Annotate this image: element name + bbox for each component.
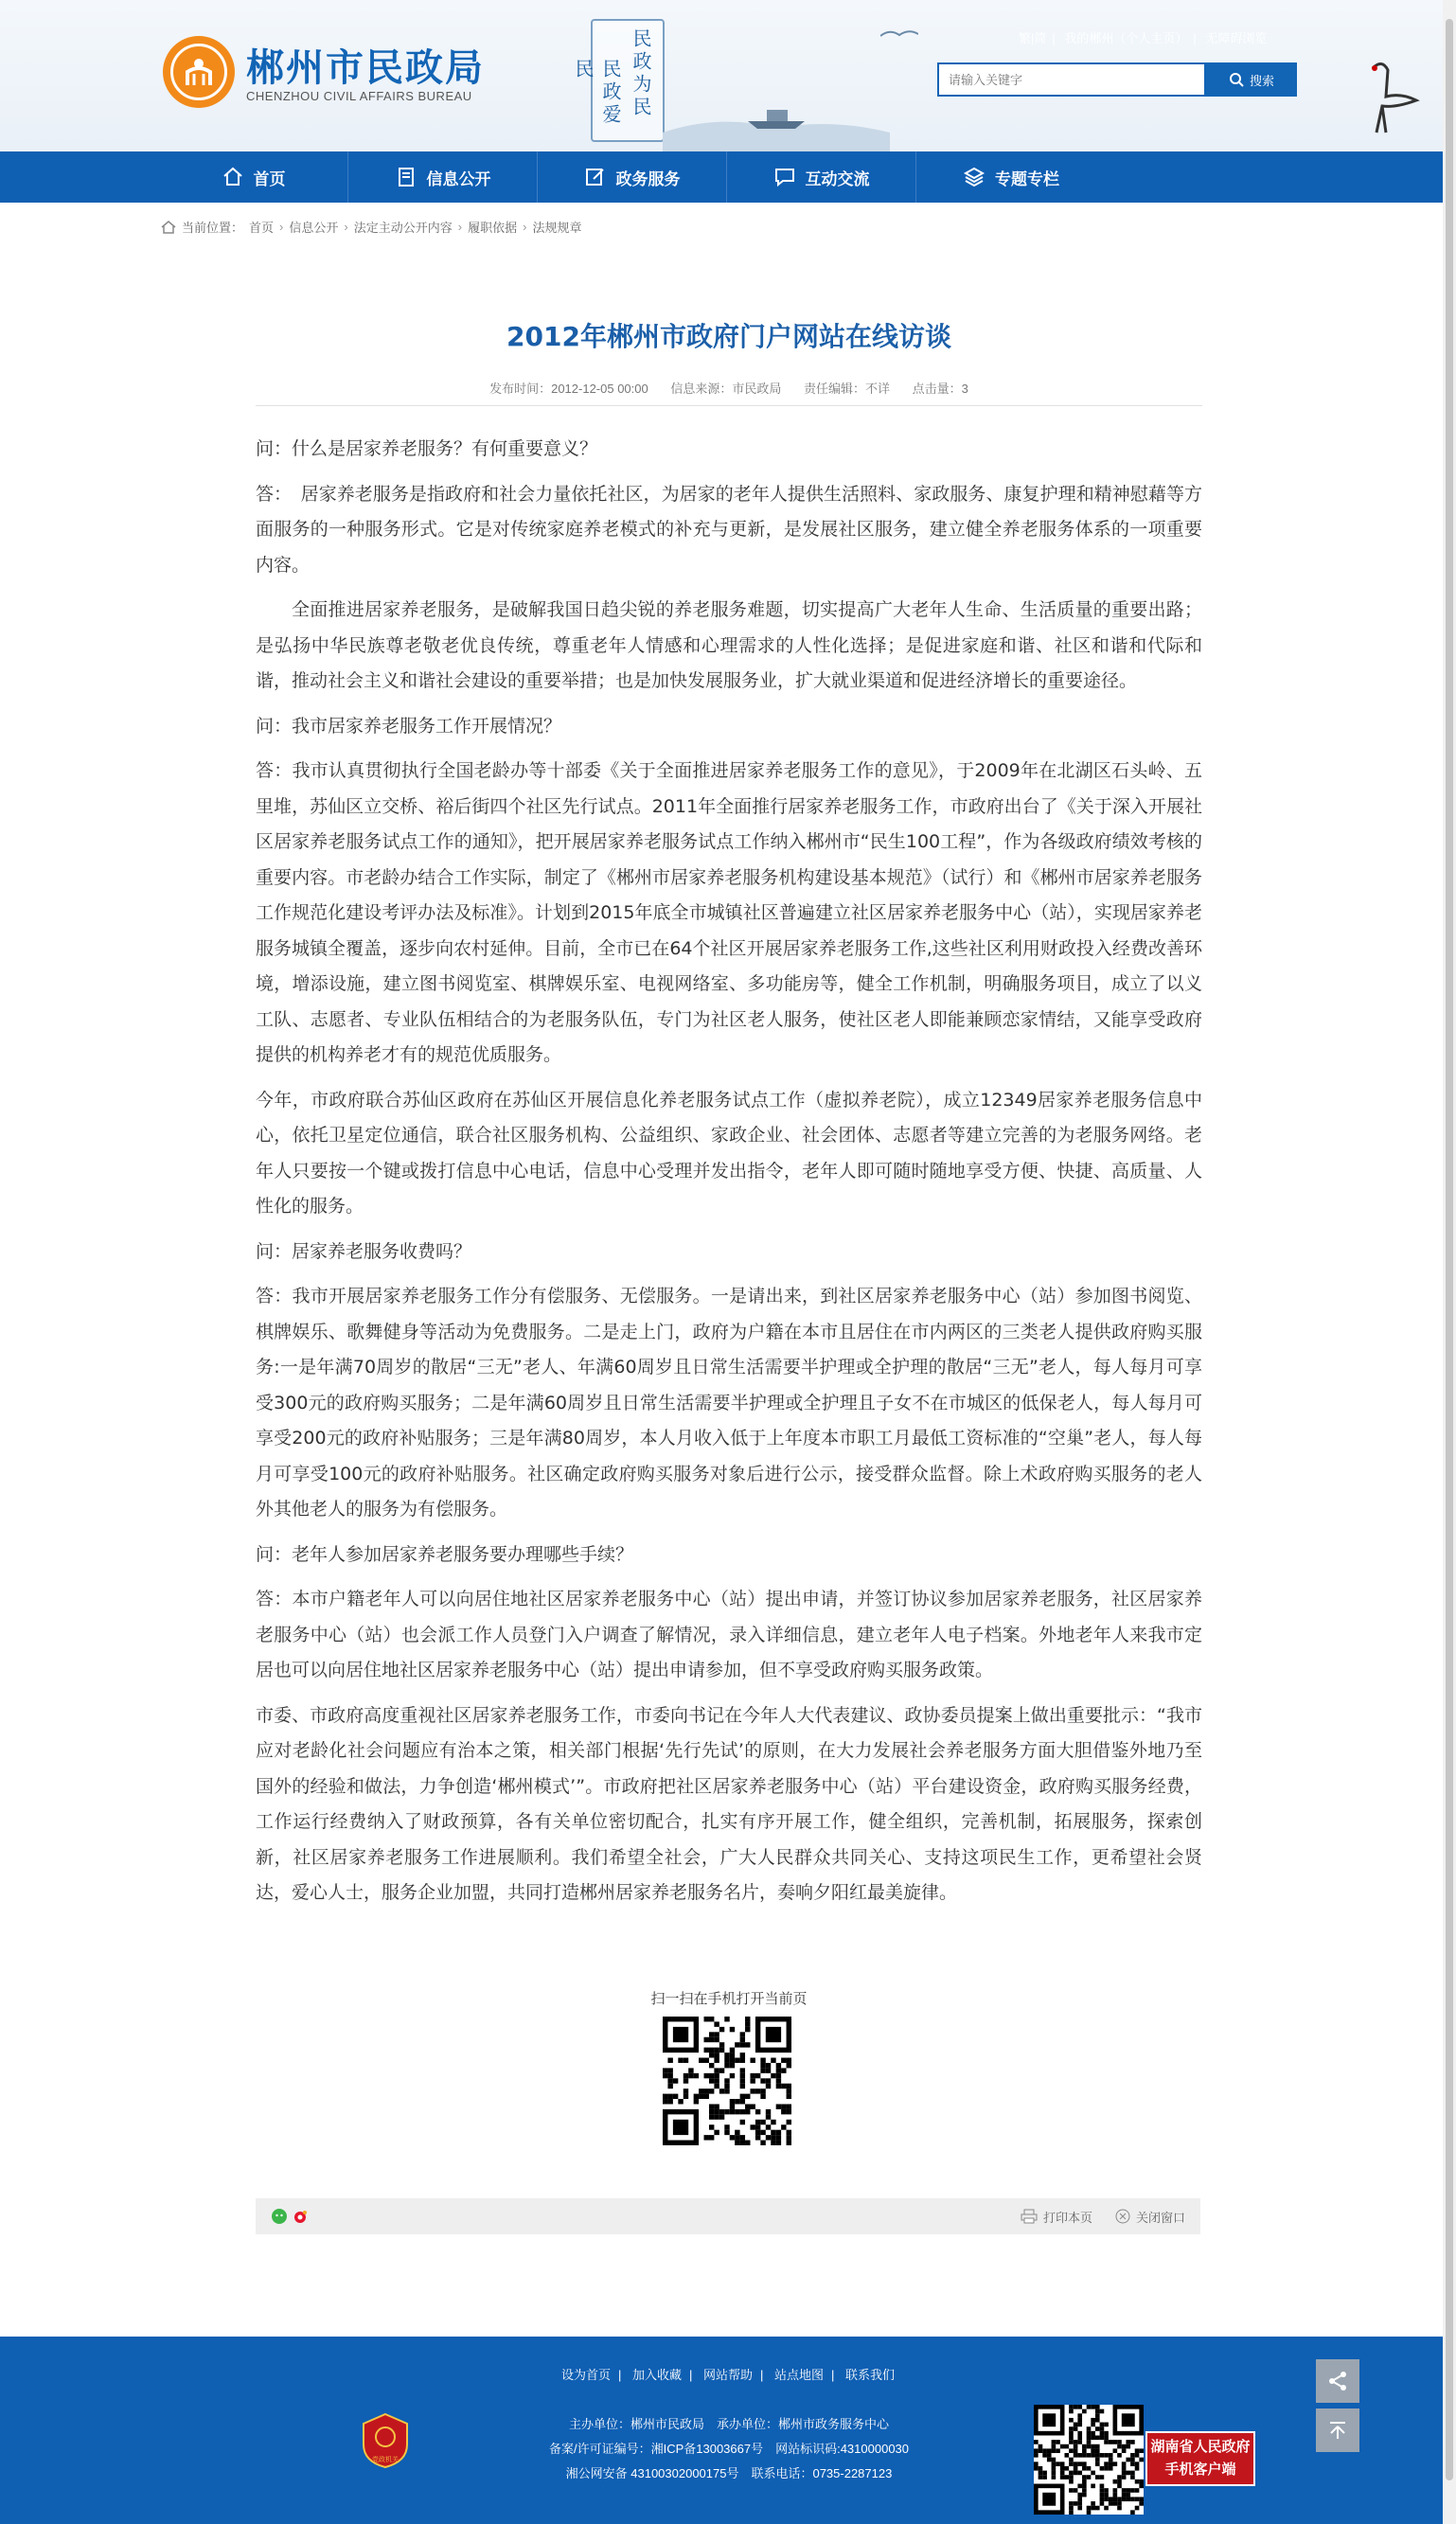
home-icon: [161, 221, 176, 234]
site-header: [0, 0, 1456, 151]
share-float-button[interactable]: [1316, 2359, 1359, 2403]
article-paragraph: 问：老年人参加居家养老服务要办理哪些手续？: [256, 1543, 634, 1565]
editor: 责任编辑：不详: [804, 382, 891, 396]
footer-link-favorite[interactable]: 加入收藏: [631, 2368, 682, 2382]
qr-label: 扫一扫在手机打开当前页: [650, 1991, 808, 2007]
site-footer: [0, 2337, 1456, 2524]
site-title[interactable]: 郴州市民政局: [246, 46, 485, 90]
breadcrumb-item[interactable]: 法定主动公开内容: [353, 221, 453, 235]
nav-item-label: 政务服务: [615, 169, 681, 188]
nav-item-info[interactable]: [348, 151, 538, 203]
site-subtitle: CHENZHOU CIVIL AFFAIRS BUREAU: [246, 89, 472, 103]
article-paragraph: 全面推进居家养老服务，是破解我国日趋尖锐的养老服务难题，切实提高广大老年人生命、生活质量的重要出路；是弘扬中华民族尊老敬老优良传统，尊重老年人情感和心理需求的人性化选择；是促进家庭和谐、社区和谐和代际和谐，推动社会主义和谐社会建设的重要举措；也是加快发展服务业，扩大就业渠道和促进经济增长的重要途径。: [256, 599, 1202, 691]
weibo-share-icon[interactable]: [292, 2208, 309, 2225]
breadcrumb-item[interactable]: 首页: [249, 221, 275, 235]
search-input[interactable]: [937, 62, 1206, 97]
divider: [256, 405, 1202, 406]
article-meta: [256, 379, 1202, 397]
breadcrumb: 当前位置： 首页 › 信息公开 › 法定主动公开内容 › 履职依据 › 法规规章: [161, 218, 581, 236]
article-paragraph: 答：我市认真贯彻执行全国老龄办等十部委《关于全面推进居家养老服务工作的意见》，于2009年在北湖区石头岭、五里堆，苏仙区立交桥、裕后街四个社区先行试点。2011年全面推行居家养老服务工作，市政府出台了《关于深入开展社区居家养老服务试点工作的通知》，把开展居家养老服务试点工作纳入郴州市“民生100工程”，作为各级政府绩效考核的重要内容。市老龄办结合工作实际，制定了《郴州市居家养老服务机构建设基本规范》（试行）和《郴州市居家养老服务工作规范化建设考评办法及标准》。计划到2015年底全市城镇社区普遍建立社区居家养老服务中心（站），实现居家养老服务城镇全覆盖，逐步向农村延伸。目前，全市已在64个社区开展居家养老服务工作,这些社区利用财政投入经费改善环境，增添设施，建立图书阅览室、棋牌娱乐室、电视网络室、多功能房等，健全工作机制，明确服务项目，成立了以义工队、志愿者、专业队伍相结合的为老服务队伍，专门为社区老人服务，使社区老人即能兼顾恋家情结，又能享受政府提供的机构养老才有的规范优质服务。: [256, 760, 1202, 1065]
nav-item-label: 互动交流: [805, 169, 870, 188]
search-bar: [937, 62, 1297, 97]
nav-item-label: 专题专栏: [995, 169, 1059, 188]
share-icon: [1326, 2370, 1349, 2392]
crane-decoration-icon: [1354, 59, 1420, 134]
article-paragraph: 问：什么是居家养老服务？有何重要意义？: [256, 438, 598, 459]
footer-link-homepage[interactable]: 设为首页: [560, 2368, 611, 2382]
accessibility-link[interactable]: 无障碍浏览: [1205, 31, 1268, 45]
share-bar: [256, 2198, 1200, 2234]
article-body: [256, 432, 1202, 1921]
party-government-badge-icon[interactable]: [362, 2412, 409, 2469]
footer-info: [492, 2412, 966, 2486]
footer-icp: 备案/许可证编号：湘ICP备13003667号 网站标识码:4310000030: [548, 2442, 910, 2456]
nav-item-label: 首页: [253, 169, 286, 188]
page-qr-code: [663, 2017, 791, 2145]
article-paragraph: 今年，市政府联合苏仙区政府在苏仙区开展信息化养老服务试点工作（虚拟养老院），成立12349居家养老服务信息中心，依托卫星定位通信，联合社区服务机构、公益组织、家政企业、社会团体、志愿者等建立完善的为老服务网络。老年人只要按一个键或拨打信息中心电话，信息中心受理并发出指令，老年人即可随时随地享受方便、快捷、高质量、人性化的服务。: [256, 1089, 1202, 1217]
footer-link-help[interactable]: 网站帮助: [702, 2368, 753, 2382]
footer-host: 主办单位：郴州市民政局 承办单位：郴州市政务服务中心: [568, 2417, 889, 2431]
lang-switch-link[interactable]: 繁|简: [1019, 31, 1047, 45]
nav-item-services[interactable]: [538, 151, 727, 203]
article-paragraph: 市委、市政府高度重视社区居家养老服务工作，市委向书记在今年人大代表建议、政协委员提案上做出重要批示：“我市应对老龄化社会问题应有治本之策，相关部门根据‘先行先试’的原则，在大力发展社会养老服务方面大胆借鉴外地乃至国外的经验和做法，力争创造‘郴州模式’”。市政府把社区居家养老服务中心（站）平台建设资金，政府购买服务经费，工作运行经费纳入了财政预算，各有关单位密切配合，扎实有序开展工作，健全组织，完善机制，拓展服务，探索创新，社区居家养老服务工作进展顺利。我们希望全社会，广大人民群众共同关心、支持这项民生工作，更希望社会贤达，爱心人士，服务企业加盟，共同打造郴州居家养老服务名片，奏响夕阳红最美旋律。: [256, 1704, 1202, 1903]
document-icon: [395, 166, 417, 188]
party-badge-label: 党政机关: [372, 2456, 399, 2463]
breadcrumb-item[interactable]: 信息公开: [289, 221, 339, 235]
scrollbar-thumb[interactable]: [1446, 19, 1453, 2480]
article-paragraph: 答：本市户籍老年人可以向居住地社区居家养老服务中心（站）提出申请，并签订协议参加居家养老服务，社区居家养老服务中心（站）也会派工作人员登门入户调查了解情况，录入详细信息，建立老年人电子档案。外地老年人来我市定居也可以向居住地社区居家养老服务中心（站）提出申请参加，但不享受政府购买服务政策。: [256, 1589, 1202, 1680]
article-paragraph: 问：我市居家养老服务工作开展情况？: [256, 715, 562, 737]
wechat-share-icon[interactable]: [271, 2208, 288, 2225]
nav-item-home[interactable]: [159, 151, 348, 203]
article-title: 2012年郴州市政府门户网站在线访谈: [506, 321, 951, 352]
hn-badge-line-1: 湖南省人民政府: [1150, 2439, 1251, 2455]
slogan-line-2: 民政爱民: [572, 59, 622, 127]
footer-links: 设为首页 | 加入收藏 | 网站帮助 | 站点地图 | 联系我们: [560, 2368, 896, 2382]
nav-item-topics[interactable]: [916, 151, 1106, 203]
close-icon: [1115, 2209, 1130, 2224]
arrow-up-icon: [1326, 2419, 1349, 2442]
search-button[interactable]: [1206, 62, 1297, 97]
close-window-button[interactable]: [1115, 2208, 1185, 2226]
back-to-top-button[interactable]: [1316, 2408, 1359, 2452]
scrollbar[interactable]: [1443, 0, 1456, 2524]
article-paragraph: 问：居家养老服务收费吗？: [256, 1240, 472, 1262]
chat-icon: [773, 166, 796, 188]
search-icon: [1229, 72, 1244, 87]
breadcrumb-prefix: 当前位置：: [182, 221, 244, 235]
breadcrumb-item[interactable]: 履职依据: [468, 221, 518, 235]
nav-item-label: 信息公开: [426, 169, 491, 188]
footer-link-contact[interactable]: 联系我们: [845, 2368, 896, 2382]
footer-link-sitemap[interactable]: 站点地图: [774, 2368, 825, 2382]
print-button[interactable]: [1021, 2208, 1092, 2226]
close-label: 关闭窗口: [1135, 2210, 1185, 2225]
site-logo[interactable]: [163, 36, 235, 108]
info-source: 信息来源：市民政局: [670, 382, 782, 396]
logo-emblem-icon: [170, 44, 227, 100]
publish-time: 发布时间：2012-12-05 00:00: [489, 382, 648, 396]
slogan-line-1: 民政为民: [630, 28, 652, 119]
search-button-label: 搜索: [1249, 73, 1274, 88]
click-count: 点击量：3: [912, 382, 968, 396]
breadcrumb-item[interactable]: 法规规章: [532, 221, 582, 235]
print-icon: [1021, 2209, 1038, 2224]
hn-badge-line-2: 手机客户端: [1164, 2462, 1236, 2478]
home-icon: [222, 166, 244, 188]
hunan-gov-app-badge[interactable]: [1145, 2431, 1255, 2486]
nav-item-interaction[interactable]: [727, 151, 916, 203]
edit-icon: [584, 166, 607, 188]
bird-decoration-icon: [880, 28, 918, 42]
print-label: 打印本页: [1042, 2210, 1092, 2225]
article-paragraph: 答： 居家养老服务是指政府和社会力量依托社区，为居家的老年人提供生活照料、家政服务、康复护理和精神慰藉等方面服务的一种服务形式。它是对传统家庭养老模式的补充与更新，是发展社区服务，建立健全养老服务体系的一项重要内容。: [256, 483, 1202, 576]
footer-qr-code: [1034, 2405, 1144, 2515]
my-page-link[interactable]: 我的郴州（个人主页）: [1064, 31, 1188, 45]
layers-icon: [963, 166, 985, 188]
footer-police: 湘公网安备 43100302000175号 联系电话：0735-2287123: [565, 2466, 893, 2480]
slogan-box: [572, 19, 665, 142]
main-nav: [0, 151, 1456, 203]
boat-scenery-icon: [663, 76, 890, 151]
article-paragraph: 答：我市开展居家养老服务工作分有偿服务、无偿服务。一是请出来，到社区居家养老服务中心（站）参加图书阅览、棋牌娱乐、歌舞健身等活动为免费服务。二是走上门，政府为户籍在本市且居住在市内两区的三类老人提供政府购买服务:一是年满70周岁的散居“三无”老人、年满60周岁且日常生活需要半护理或全护理的散居“三无”老人，每人每月可享受300元的政府购买服务；二是年满60周岁且日常生活需要半护理或全护理且子女不在市城区的低保老人，每人每月可享受200元的政府补贴服务；三是年满80周岁，本人月收入低于上年度本市职工月最低工资标准的“空巢”老人，每人每月可享受100元的政府补贴服务。社区确定政府购买服务对象后进行公示，接受群众监督。除上术政府购买服务的老人外其他老人的服务为有偿服务。: [256, 1286, 1202, 1520]
top-links: 繁|简 | 我的郴州（个人主页） | 无障碍浏览: [1019, 31, 1268, 45]
